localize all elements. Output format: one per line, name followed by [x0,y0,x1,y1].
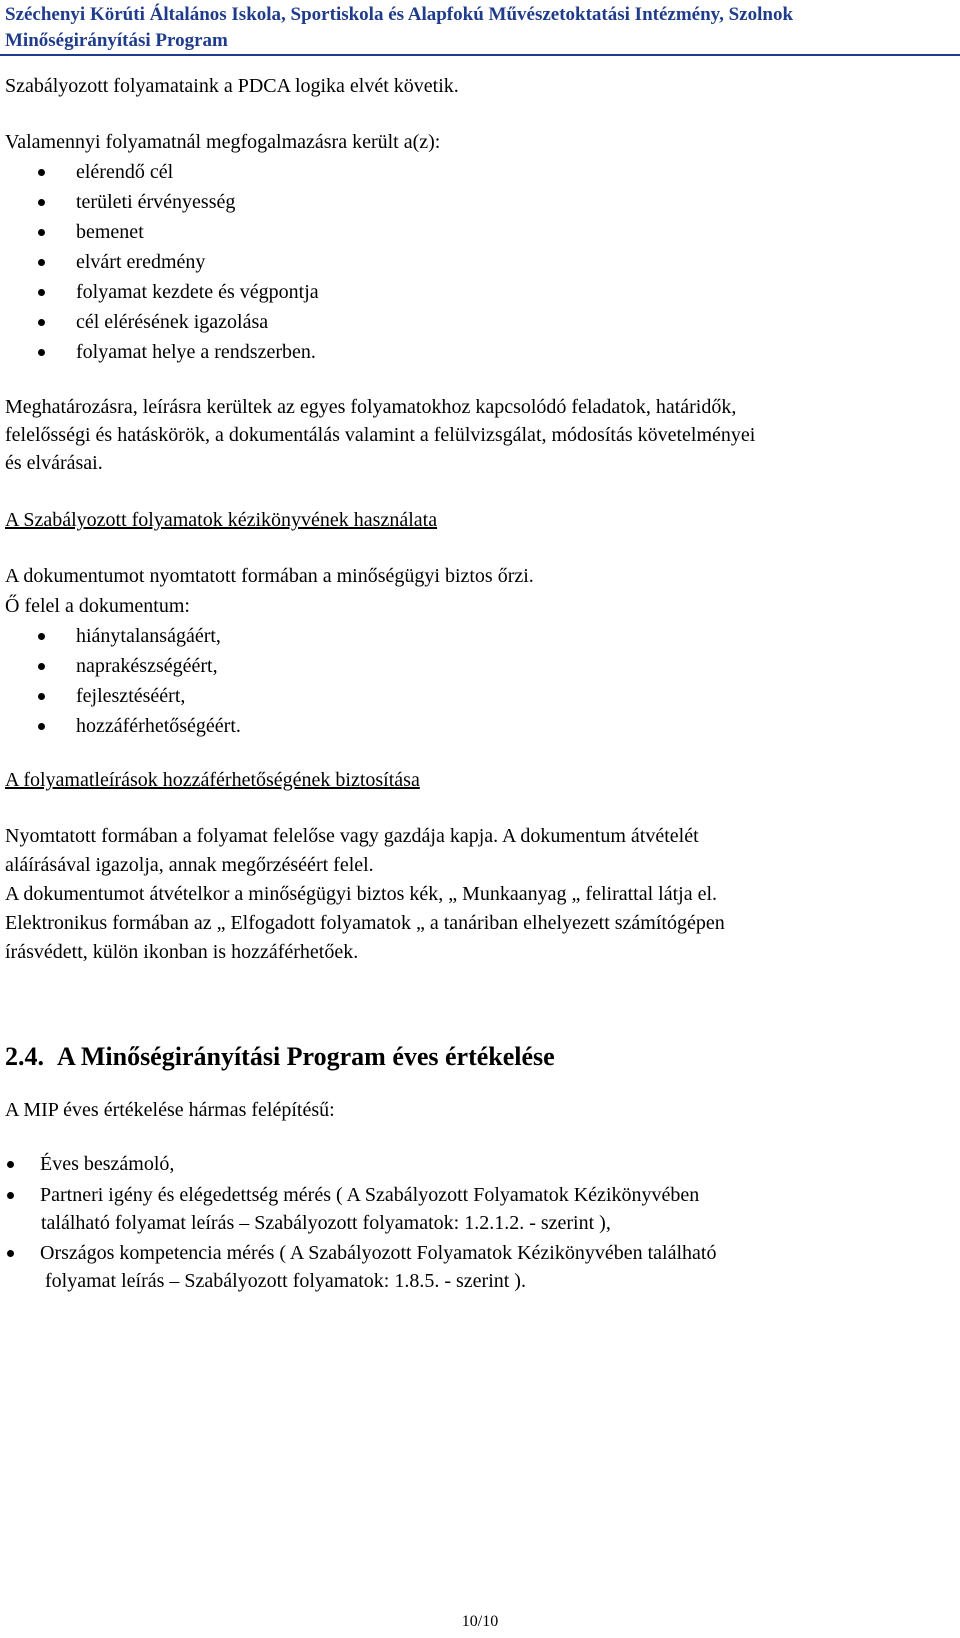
list-item-continuation: folyamat leírás – Szabályozott folyamatok: 1.8.5. - szerint ). [45,1270,526,1292]
list-item: Országos kompetencia mérés ( A Szabályozott Folyamatok Kézikönyvében található [7,1239,716,1267]
bullet-icon [38,319,45,326]
paragraph-line: aláírásával igazolja, annak megőrzéséért felel. [5,854,374,876]
bullet-icon [7,1192,14,1199]
paragraph-line: felelősségi és hatáskörök, a dokumentálás valamint a felülvizsgálat, módosítás követelményei [5,424,756,446]
bullet-icon [38,199,45,206]
bullet-icon [38,169,45,176]
paragraph-line: A MIP éves értékelése hármas felépítésű: [5,1099,335,1121]
list-item-continuation: található folyamat leírás – Szabályozott folyamatok: 1.2.1.2. - szerint ), [41,1212,611,1234]
intro-paragraph: Szabályozott folyamataink a PDCA logika elvét követik. [5,75,459,97]
list-item: bemenet [38,218,144,246]
list1-lead: Valamennyi folyamatnál megfogalmazásra került a(z): [5,131,441,153]
list-item: cél elérésének igazolása [38,308,268,336]
header-divider [0,54,960,56]
paragraph-line: A dokumentumot átvételkor a minőségügyi biztos kék, „ Munkaanyag „ felirattal látja el. [5,883,718,905]
paragraph-line: A dokumentumot nyomtatott formában a minőségügyi biztos őrzi. [5,565,534,587]
paragraph-line: Elektronikus formában az „ Elfogadott folyamatok „ a tanáriban elhelyezett számítógépen [5,912,725,934]
bullet-icon [38,663,45,670]
bullet-icon [7,1250,14,1257]
section-title-text: A Minőségirányítási Program éves értékelése [57,1042,555,1071]
list-item: folyamat kezdete és végpontja [38,278,319,306]
heading-handbook-usage: A Szabályozott folyamatok kézikönyvének használata [5,509,438,531]
bullet-icon [38,633,45,640]
section-number: 2.4. [5,1042,44,1071]
list-item: elérendő cél [38,158,173,186]
list-item: Éves beszámoló, [7,1150,174,1178]
bullet-icon [38,229,45,236]
section-heading [5,1040,555,1074]
bullet-icon [38,723,45,730]
list-item: területi érvényesség [38,188,235,216]
list-item: fejlesztéséért, [38,682,185,710]
list-item: hiánytalanságáért, [38,622,221,650]
paragraph-line: írásvédett, külön ikonban is hozzáférhetőek. [5,941,359,963]
list-item: folyamat helye a rendszerben. [38,338,316,366]
list-item: hozzáférhetőségéért. [38,712,241,740]
bullet-icon [38,693,45,700]
paragraph-line: Meghatározásra, leírásra kerültek az egyes folyamatokhoz kapcsolódó feladatok, határidők, [5,396,737,418]
list2-lead: Ő felel a dokumentum: [5,595,190,617]
header-institution: Széchenyi Körúti Általános Iskola, Sportiskola és Alapfokú Művészetoktatási Intézmény, Szolnok [5,4,794,25]
paragraph-line: és elvárásai. [5,452,103,474]
paragraph-line: Nyomtatott formában a folyamat felelőse vagy gazdája kapja. A dokumentum átvételét [5,825,699,847]
heading-accessibility: A folyamatleírások hozzáférhetőségének biztosítása [5,769,420,791]
page-number: 10/10 [461,1613,499,1630]
header-program: Minőségirányítási Program [5,30,228,51]
bullet-icon [38,289,45,296]
page-header [5,2,955,54]
bullet-icon [7,1161,14,1168]
bullet-icon [38,259,45,266]
bullet-icon [38,349,45,356]
list-item: elvárt eredmény [38,248,205,276]
list-item: naprakészségéért, [38,652,218,680]
list-item: Partneri igény és elégedettség mérés ( A Szabályozott Folyamatok Kézikönyvében [7,1181,699,1209]
